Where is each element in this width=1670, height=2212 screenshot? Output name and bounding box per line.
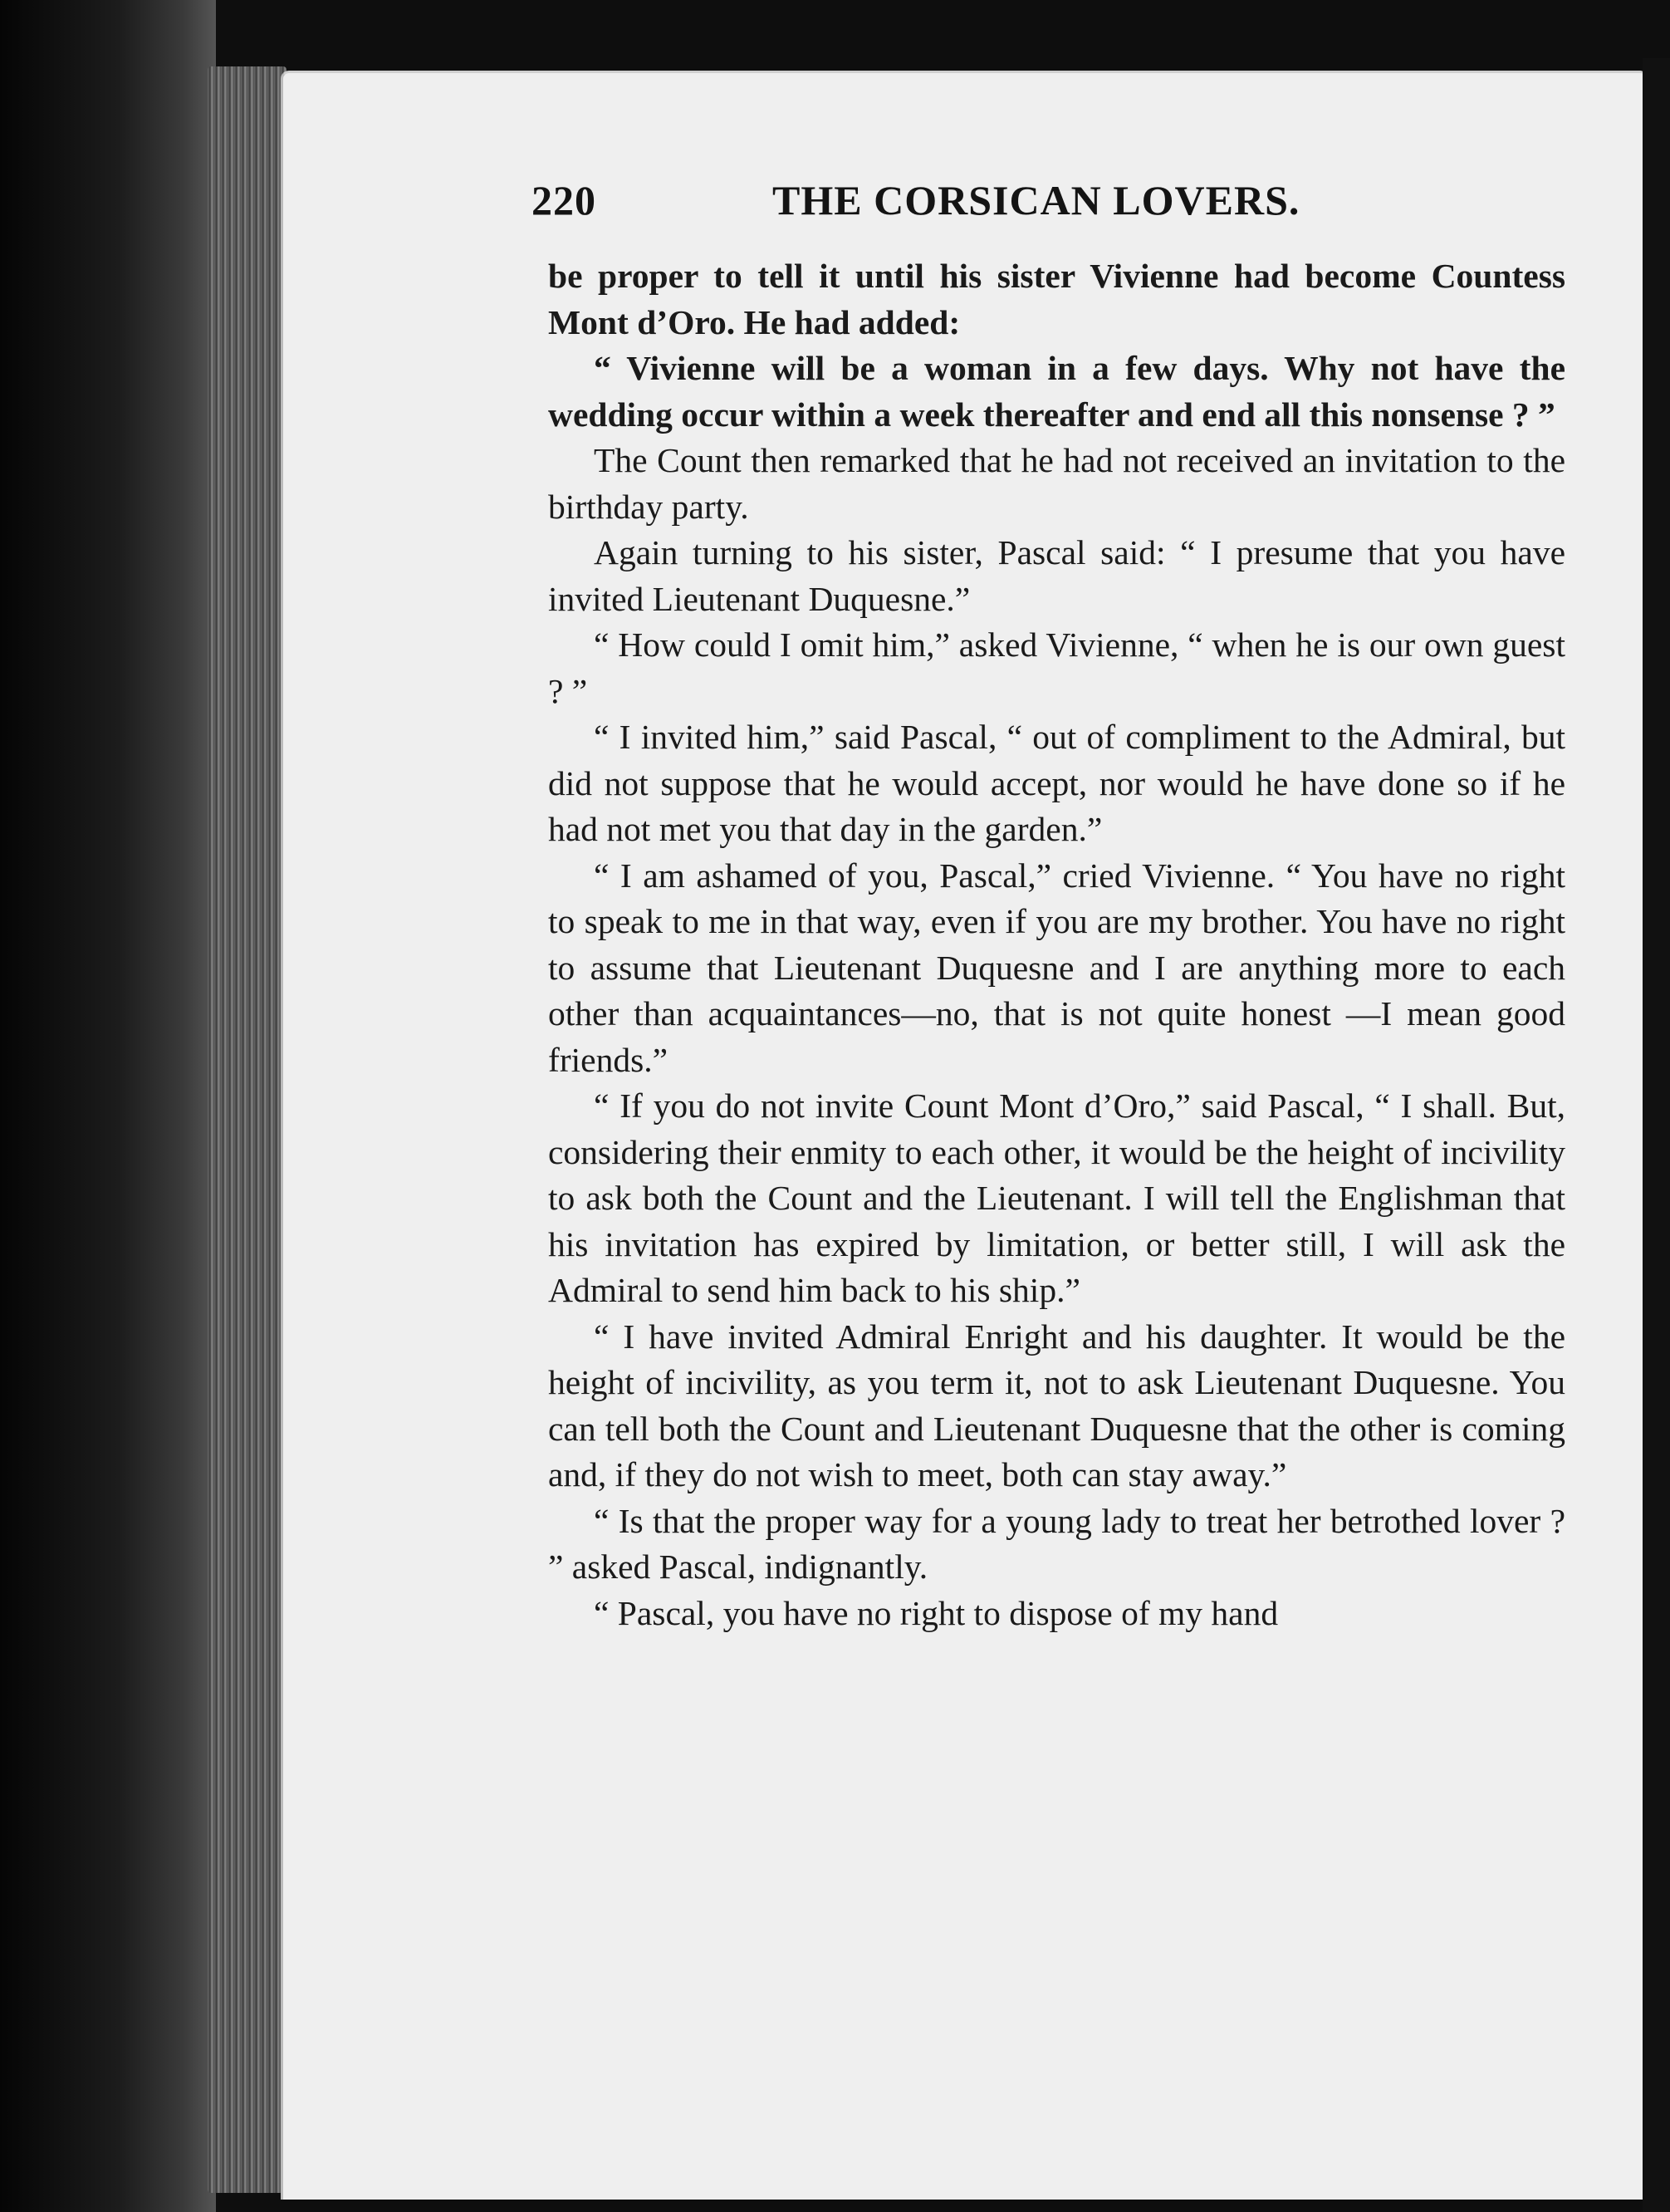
paragraph: The Count then remarked that he had not received an invitation to the birthday party. [548, 441, 1565, 526]
book-binding-shadow [0, 0, 216, 2212]
paragraph: “ If you do not invite Count Mont d’Oro,” said Pascal, “ I shall. But, considering their enmity to each other, it would be the height of incivility to ask both the Count and the Lieutenant. I will tell the Englishman that his invitation has expired by limitation, or better still, I will ask the Admiral to send him back to his ship.” [548, 1086, 1565, 1309]
right-margin-shadow [1643, 58, 1670, 2212]
paragraph: “ Pascal, you have no right to dispose of my hand [594, 1593, 1279, 1632]
page-edges [208, 66, 286, 2193]
paragraph: “ I have invited Admiral Enright and his daughter. It would be the height of incivility, as you term it, not to ask Lieutenant Duquesne. You can tell both the Count and Lieutenant Duquesne that the other is coming and, if they do not wish to meet, both can stay away.” [548, 1317, 1565, 1493]
paragraph: “ I invited him,” said Pascal, “ out of compliment to the Admiral, but did not suppose that he would accept, nor would he have done so if he had not met you that day in the garden.” [548, 718, 1565, 848]
paragraph: “ Vivienne will be a woman in a few days. Why not have the wedding occur within a week thereafter and end all this nonsense ? ” [548, 349, 1565, 434]
page-header [531, 176, 1594, 234]
paragraph: “ I am ashamed of you, Pascal,” cried Vivienne. “ You have no right to speak to me in that way, even if you are my brother. You have no right to assume that Lieutenant Duquesne and I are anything more to each other than acquaintances—no, that is not quite honest —I mean good friends.” [548, 856, 1565, 1079]
body-text [548, 253, 1565, 1636]
paragraph: be proper to tell it until his sister Vivienne had become Countess Mont d’Oro. He had added: [548, 257, 1565, 341]
page-number: 220 [531, 177, 596, 223]
running-title: THE CORSICAN LOVERS. [772, 177, 1300, 223]
paragraph: Again turning to his sister, Pascal said: “ I presume that you have invited Lieutenant Duquesne.” [548, 533, 1565, 618]
paragraph: “ Is that the proper way for a young lady to treat her betrothed lover ? ” asked Pascal, indignantly. [548, 1501, 1565, 1586]
paragraph: “ How could I omit him,” asked Vivienne, “ when he is our own guest ? ” [548, 625, 1565, 710]
